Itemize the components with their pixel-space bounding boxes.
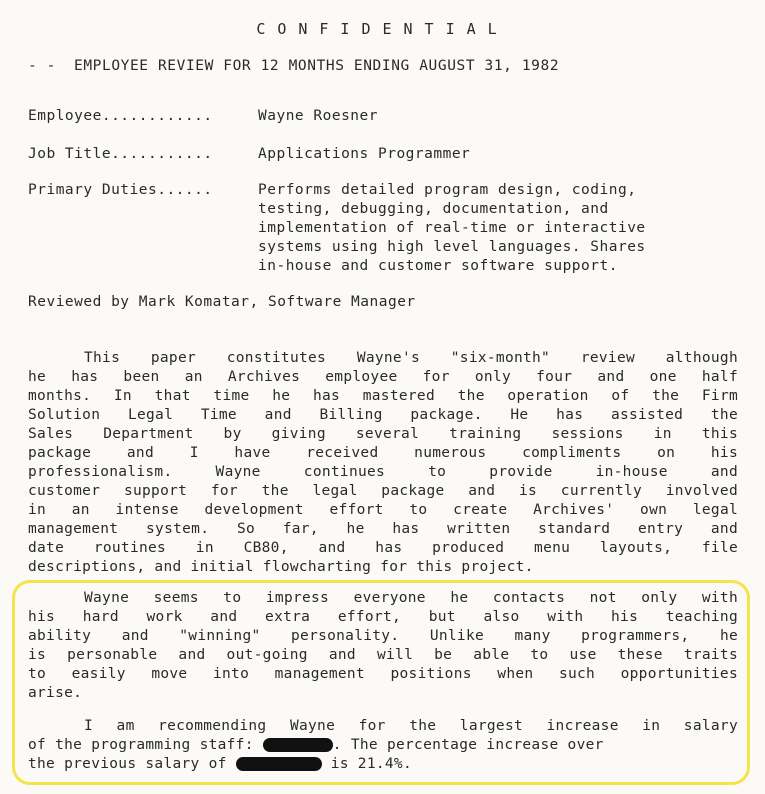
paragraph-line: descriptions, and initial flowcharting for this project. (28, 559, 534, 575)
duties-text (258, 182, 738, 277)
previous-salary-after: is 21.4%. (330, 756, 412, 772)
paragraph-line: to easily move into management positions when such opportunities (28, 666, 738, 682)
previous-salary-before: the previous salary of (28, 756, 227, 772)
job-title-field (28, 146, 470, 162)
confidential-header: CONFIDENTIAL (256, 20, 509, 38)
duties-line: Performs detailed program design, coding, (258, 182, 637, 198)
paragraph-line: package and I have received numerous compliments on his (28, 445, 738, 461)
paragraph-personality (28, 590, 738, 704)
review-title-text: EMPLOYEE REVIEW FOR 12 MONTHS ENDING AUGUST 31, 1982 (74, 58, 560, 74)
paragraph-line: ability and "winning" personality. Unlike many programmers, he (28, 628, 738, 644)
paragraph-line: months. In that time he has mastered the operation of the Firm (28, 388, 738, 404)
paragraph-line: customer support for the legal package and is currently involved (28, 483, 738, 499)
review-title (28, 58, 728, 74)
salary-redaction (263, 738, 333, 752)
duties-line: systems using high level languages. Shares (258, 239, 646, 255)
paragraph-line: arise. (28, 685, 83, 701)
paragraph-line: his hard work and extra effort, but also with his teaching (28, 609, 738, 625)
salary-line (28, 737, 738, 756)
duties-line: testing, debugging, documentation, and (258, 201, 609, 217)
paragraph-line: Wayne seems to impress everyone he contacts not only with (84, 590, 738, 606)
duties-label: Primary Duties...... (28, 182, 213, 198)
previous-salary-line (28, 756, 738, 775)
paragraph-recommendation (28, 718, 738, 775)
paragraph-line: professionalism. Wayne continues to provide in-house and (28, 464, 738, 480)
job-title-label: Job Title........... (28, 146, 213, 162)
paragraph-line: in an intense development effort to create Archives' own legal (28, 502, 738, 518)
employee-label: Employee............ (28, 108, 213, 124)
paragraph-line: This paper constitutes Wayne's "six-month" review although (84, 350, 738, 366)
paragraph-line: Solution Legal Time and Billing package. He has assisted the (28, 407, 738, 423)
paragraph-line: date routines in CB80, and has produced menu layouts, file (28, 540, 738, 556)
salary-text-before: of the programming staff: (28, 737, 254, 753)
employee-field (28, 108, 378, 124)
paragraph-line: is personable and out-going and will be able to use these traits (28, 647, 738, 663)
paragraph-line: Sales Department by giving several training sessions in this (28, 426, 738, 442)
reviewed-by: Reviewed by Mark Komatar, Software Manager (28, 294, 416, 310)
salary-text-after: . The percentage increase over (332, 737, 604, 753)
duties-line: in-house and customer software support. (258, 258, 618, 274)
paragraph-line: he has been an Archives employee for only four and one half (28, 369, 738, 385)
paragraph-review (28, 350, 738, 578)
duties-line: implementation of real-time or interactive (258, 220, 646, 236)
job-title-value: Applications Programmer (258, 146, 471, 162)
previous-salary-redaction (236, 757, 322, 771)
paragraph-line: management system. So far, he has written standard entry and (28, 521, 738, 537)
paragraph-line: I am recommending Wayne for the largest increase in salary (84, 718, 738, 734)
title-dash: - - (28, 58, 56, 74)
employee-value: Wayne Roesner (258, 108, 378, 124)
